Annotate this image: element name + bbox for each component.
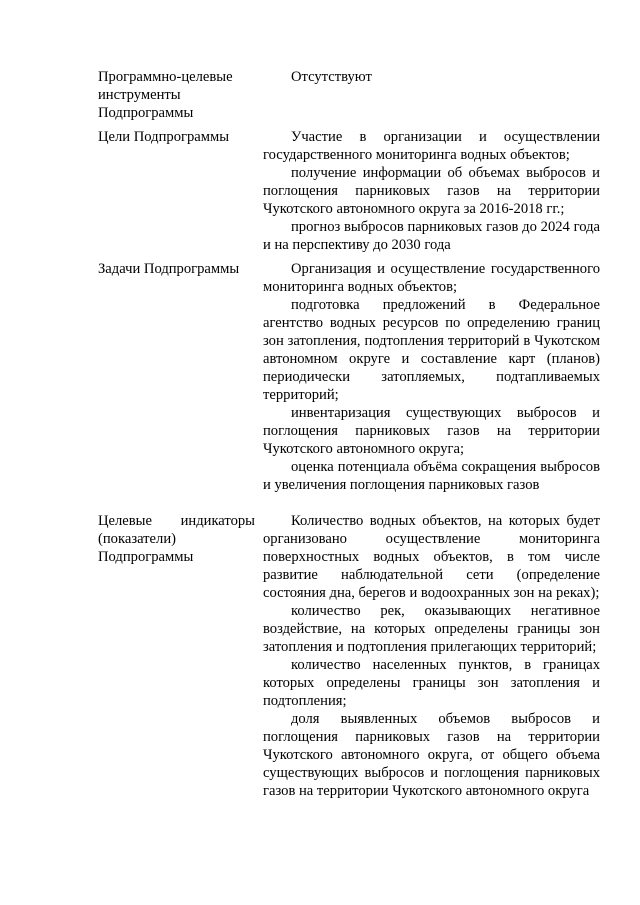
row-content-instruments [263,68,600,86]
indicator-item: количество населенных пунктов, в границах которых определены границы зон затопления и подтопления; [263,657,600,709]
task-item: подготовка предложений в Федеральное агентство водных ресурсов по определению границ зон затопления, подтопления территорий в Чукотском автономном округе и составление карт (планов) периодически затопляемых, подтапливаемых территорий; [263,297,600,403]
row-label-instruments: Программно-целевые инструменты Подпрограммы [98,69,233,121]
indicator-item: Количество водных объектов, на которых будет организовано осуществление мониторинга поверхностных водных объектов, в том числе развитие наблюдательной сети (определение состояния дна, берегов и водоохранных зон на реках); [263,513,600,601]
goal-item: получение информации об объемах выбросов и поглощения парниковых газов на территории Чукотского автономного округа за 2016-2018 гг.; [263,165,600,217]
task-item: Организация и осуществление государственного мониторинга водных объектов; [263,261,600,295]
task-item: оценка потенциала объёма сокращения выбросов и увеличения поглощения парниковых газов [263,459,600,493]
indicator-item: доля выявленных объемов выбросов и поглощения парниковых газов на территории Чукотского автономного округа, от общего объема существующих выбросов и поглощения парниковых газов на территории Чукотского автономного округа [263,711,600,799]
goal-item: прогноз выбросов парниковых газов до 2024 года и на перспективу до 2030 года [263,219,600,253]
indicator-item: количество рек, оказывающих негативное воздействие, на которых определены границы зон затопления и подтопления прилегающих территорий; [263,603,600,655]
row-content-goals [263,128,600,254]
goal-item: Участие в организации и осуществлении государственного мониторинга водных объектов; [263,129,600,163]
row-content-tasks [263,260,600,494]
instruments-value: Отсутствуют [291,69,372,85]
row-label-indicators: Целевые индикаторы (показатели) Подпрограммы [98,513,255,565]
row-label-tasks: Задачи Подпрограммы [98,261,240,277]
task-item: инвентаризация существующих выбросов и поглощения парниковых газов на территории Чукотского автономного округа; [263,405,600,457]
row-label-goals: Цели Подпрограммы [98,129,230,145]
row-content-indicators [263,512,600,800]
